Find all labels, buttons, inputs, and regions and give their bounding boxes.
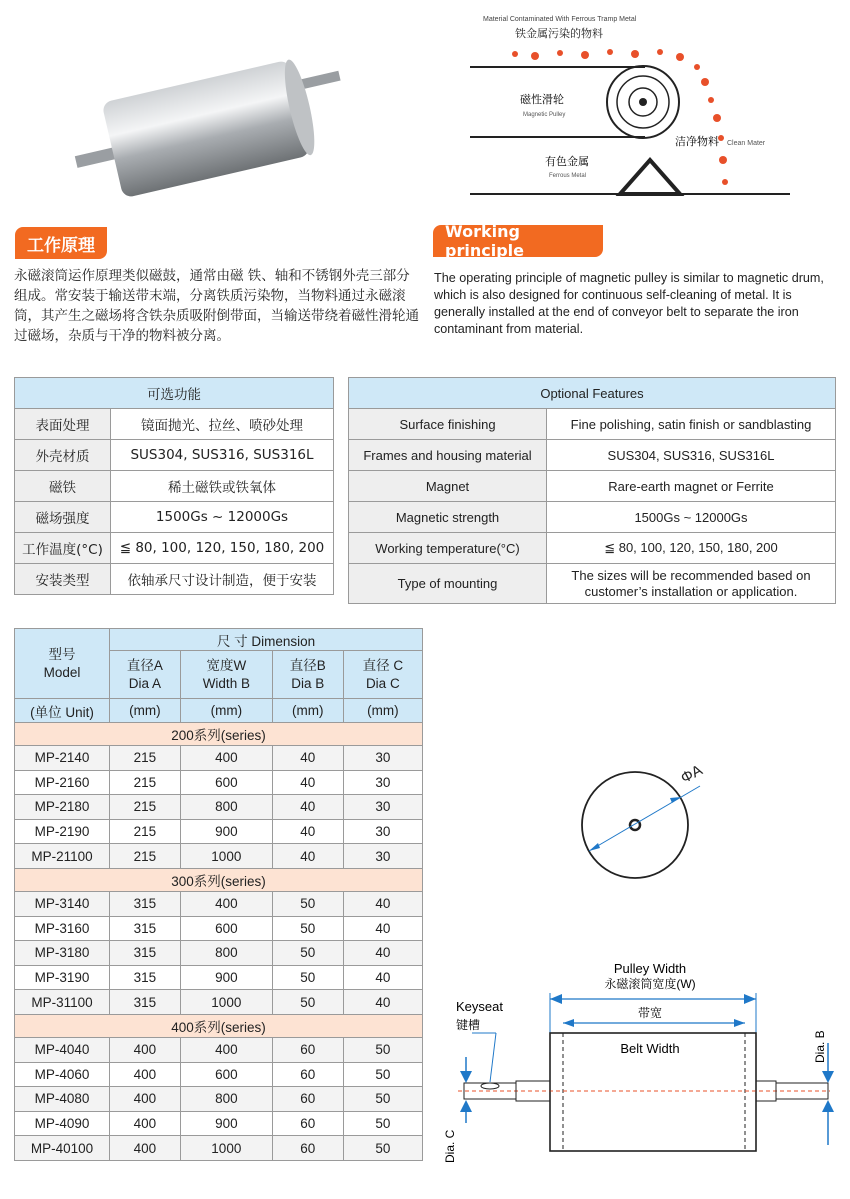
value-cell: 215	[110, 795, 181, 820]
table-row	[15, 746, 423, 771]
belt-width-en: Belt Width	[620, 1041, 680, 1056]
value-cell: 60	[272, 1136, 343, 1161]
value-cell: 40	[343, 891, 422, 916]
feature-key: Frames and housing material	[349, 440, 547, 471]
value-cell: 60	[272, 1062, 343, 1087]
feature-key: Type of mounting	[349, 564, 547, 604]
table-row	[349, 440, 836, 471]
value-cell: 1000	[180, 990, 272, 1015]
value-cell: 400	[110, 1111, 181, 1136]
value-cell: 600	[180, 916, 272, 941]
feature-value: Rare-earth magnet or Ferrite	[547, 471, 836, 502]
table-row	[15, 965, 423, 990]
feature-value: SUS304, SUS316, SUS316L	[547, 440, 836, 471]
table-row	[15, 409, 334, 440]
unit-cell: (mm)	[343, 699, 422, 723]
model-cell: MP-2180	[15, 795, 110, 820]
model-cell: MP-3180	[15, 941, 110, 966]
table-row	[15, 941, 423, 966]
value-cell: 30	[343, 819, 422, 844]
value-cell: 800	[180, 1087, 272, 1112]
table-row	[15, 795, 423, 820]
value-cell: 315	[110, 965, 181, 990]
feature-key: Magnet	[349, 471, 547, 502]
table-row	[15, 844, 423, 869]
value-cell: 315	[110, 916, 181, 941]
value-cell: 50	[343, 1087, 422, 1112]
model-cell: MP-3140	[15, 891, 110, 916]
unit-cell: (mm)	[180, 699, 272, 723]
pulley-drawing	[438, 955, 838, 1170]
unit-label: (单位 Unit)	[15, 699, 110, 723]
diagram-pulley-en: Magnetic Pulley	[523, 112, 566, 118]
series-row	[15, 868, 423, 891]
table-row	[15, 471, 334, 502]
value-cell: 400	[110, 1087, 181, 1112]
model-cell: MP-21100	[15, 844, 110, 869]
value-cell: 50	[272, 891, 343, 916]
table-row	[15, 916, 423, 941]
value-cell: 40	[272, 795, 343, 820]
value-cell: 60	[272, 1037, 343, 1062]
table-row	[15, 440, 334, 471]
col-dia-a: 直径A Dia A	[110, 651, 181, 699]
pulley-width-cn: 永磁滚筒宽度(W)	[604, 977, 696, 991]
value-cell: 900	[180, 965, 272, 990]
value-cell: 40	[343, 941, 422, 966]
value-cell: 400	[110, 1136, 181, 1161]
value-cell: 40	[343, 916, 422, 941]
model-cell: MP-31100	[15, 990, 110, 1015]
principle-diagram	[465, 12, 795, 202]
feature-key: Magnetic strength	[349, 502, 547, 533]
features-cn-title: 可选功能	[15, 378, 334, 409]
model-cell: MP-4080	[15, 1087, 110, 1112]
table-row	[15, 1062, 423, 1087]
value-cell: 800	[180, 795, 272, 820]
value-cell: 315	[110, 941, 181, 966]
feature-value: SUS304, SUS316, SUS316L	[111, 440, 334, 471]
table-row	[15, 1087, 423, 1112]
model-cell: MP-4060	[15, 1062, 110, 1087]
table-row	[349, 471, 836, 502]
value-cell: 50	[272, 965, 343, 990]
value-cell: 40	[343, 965, 422, 990]
feature-key: 磁场强度	[15, 502, 111, 533]
feature-key: Surface finishing	[349, 409, 547, 440]
value-cell: 215	[110, 770, 181, 795]
series-row	[15, 723, 423, 746]
col-dia-c: 直径 C Dia C	[343, 651, 422, 699]
value-cell: 30	[343, 770, 422, 795]
value-cell: 900	[180, 1111, 272, 1136]
circle-diagram	[570, 760, 730, 900]
feature-value: The sizes will be recommended based on customer’s installation or application.	[547, 564, 836, 604]
table-row	[15, 1136, 423, 1161]
value-cell: 215	[110, 844, 181, 869]
value-cell: 400	[110, 1037, 181, 1062]
table-row	[349, 564, 836, 604]
series-title: 300系列(series)	[15, 868, 423, 891]
series-row	[15, 1014, 423, 1037]
value-cell: 40	[272, 819, 343, 844]
value-cell: 315	[110, 990, 181, 1015]
value-cell: 50	[272, 941, 343, 966]
value-cell: 60	[272, 1111, 343, 1136]
model-cell: MP-2190	[15, 819, 110, 844]
phi-a-label: ΦA	[678, 761, 706, 787]
feature-value: 稀土磁铁或铁氧体	[111, 471, 334, 502]
model-cell: MP-4040	[15, 1037, 110, 1062]
col-width-b: 宽度W Width B	[180, 651, 272, 699]
model-cell: MP-40100	[15, 1136, 110, 1161]
model-header: 型号 Model	[15, 629, 110, 699]
feature-value: 镜面抛光、拉丝、喷砂处理	[111, 409, 334, 440]
value-cell: 40	[272, 770, 343, 795]
pulley-width-en: Pulley Width	[613, 961, 687, 976]
diagram-ferrous-cn: 有色金属	[545, 156, 589, 168]
dimension-table	[14, 628, 423, 1161]
model-cell: MP-2140	[15, 746, 110, 771]
features-en-title: Optional Features	[349, 378, 836, 409]
value-cell: 30	[343, 795, 422, 820]
feature-key: 外壳材质	[15, 440, 111, 471]
series-title: 400系列(series)	[15, 1014, 423, 1037]
table-row	[349, 409, 836, 440]
feature-value: ≦ 80, 100, 120, 150, 180, 200	[111, 533, 334, 564]
principle-cn-text: 永磁滚筒运作原理类似磁鼓，通常由磁 铁、轴和不锈钢外壳三部分组成。常安装于输送带末端，分离铁质污染物，当物料通过永磁滚筒，其产生之磁场将含铁杂质吸附倒带面，当输送带绕着磁性滑轮通过磁场，杂质与干净的物料被分离。	[14, 268, 419, 344]
keyseat-en: Keyseat	[456, 999, 503, 1014]
value-cell: 800	[180, 941, 272, 966]
value-cell: 40	[272, 844, 343, 869]
model-cell: MP-3160	[15, 916, 110, 941]
value-cell: 50	[343, 1136, 422, 1161]
value-cell: 215	[110, 819, 181, 844]
diagram-clean-cn: 洁净物料	[675, 136, 719, 148]
feature-key: Working temperature(°C)	[349, 533, 547, 564]
value-cell: 315	[110, 891, 181, 916]
keyseat-cn: 键槽	[456, 1018, 481, 1032]
table-row	[15, 1037, 423, 1062]
value-cell: 400	[180, 891, 272, 916]
diagram-clean-en: Clean Mater	[727, 140, 766, 147]
unit-cell: (mm)	[272, 699, 343, 723]
value-cell: 40	[272, 746, 343, 771]
diagram-top-label-en: Material Contaminated With Ferrous Tramp Metal	[483, 16, 637, 23]
value-cell: 40	[343, 990, 422, 1015]
value-cell: 400	[110, 1062, 181, 1087]
value-cell: 50	[343, 1037, 422, 1062]
value-cell: 600	[180, 1062, 272, 1087]
value-cell: 1000	[180, 844, 272, 869]
features-cn-table	[14, 377, 334, 595]
value-cell: 50	[343, 1062, 422, 1087]
diagram-top-label-cn: 铁金属污染的物料	[515, 28, 603, 40]
features-en-table	[348, 377, 836, 604]
principle-en-heading: Working principle	[433, 225, 603, 257]
value-cell: 30	[343, 844, 422, 869]
model-cell: MP-3190	[15, 965, 110, 990]
feature-key: 安装类型	[15, 564, 111, 595]
dia-b-label: Dia. B	[813, 1030, 827, 1063]
value-cell: 1000	[180, 1136, 272, 1161]
belt-width-cn: 带宽	[637, 1006, 663, 1020]
feature-key: 表面处理	[15, 409, 111, 440]
value-cell: 600	[180, 770, 272, 795]
feature-value: 1500Gs ~ 12000Gs	[111, 502, 334, 533]
feature-value: Fine polishing, satin finish or sandblasting	[547, 409, 836, 440]
table-row	[15, 533, 334, 564]
table-row	[349, 502, 836, 533]
dimension-title: 尺 寸 Dimension	[110, 629, 423, 651]
feature-value: 依轴承尺寸设计制造，便于安装	[111, 564, 334, 595]
value-cell: 60	[272, 1087, 343, 1112]
value-cell: 50	[272, 916, 343, 941]
feature-key: 磁铁	[15, 471, 111, 502]
col-dia-b: 直径B Dia B	[272, 651, 343, 699]
principle-en-text: The operating principle of magnetic pulley is similar to magnetic drum, which is also designed for continuous self-cleaning of metal. It is generally installed at the end of conveyor belt to separate the iron contaminant from material.	[434, 271, 824, 336]
value-cell: 30	[343, 746, 422, 771]
value-cell: 50	[343, 1111, 422, 1136]
diagram-ferrous-en: Ferrous Metal	[549, 173, 587, 179]
table-row	[15, 891, 423, 916]
table-row	[15, 819, 423, 844]
table-row	[15, 770, 423, 795]
principle-cn-heading: 工作原理	[15, 227, 107, 259]
table-row	[15, 564, 334, 595]
series-title: 200系列(series)	[15, 723, 423, 746]
value-cell: 215	[110, 746, 181, 771]
diagram-pulley-cn: 磁性滑轮	[520, 94, 564, 106]
model-cell: MP-2160	[15, 770, 110, 795]
value-cell: 900	[180, 819, 272, 844]
feature-value: 1500Gs ~ 12000Gs	[547, 502, 836, 533]
table-row	[15, 502, 334, 533]
feature-value: ≦ 80, 100, 120, 150, 180, 200	[547, 533, 836, 564]
dia-c-label: Dia. C	[443, 1129, 457, 1163]
value-cell: 50	[272, 990, 343, 1015]
value-cell: 400	[180, 1037, 272, 1062]
table-row	[15, 1111, 423, 1136]
feature-key: 工作温度(°C)	[15, 533, 111, 564]
table-row	[15, 990, 423, 1015]
product-photo	[60, 40, 350, 200]
value-cell: 400	[180, 746, 272, 771]
model-cell: MP-4090	[15, 1111, 110, 1136]
table-row	[349, 533, 836, 564]
unit-cell: (mm)	[110, 699, 181, 723]
